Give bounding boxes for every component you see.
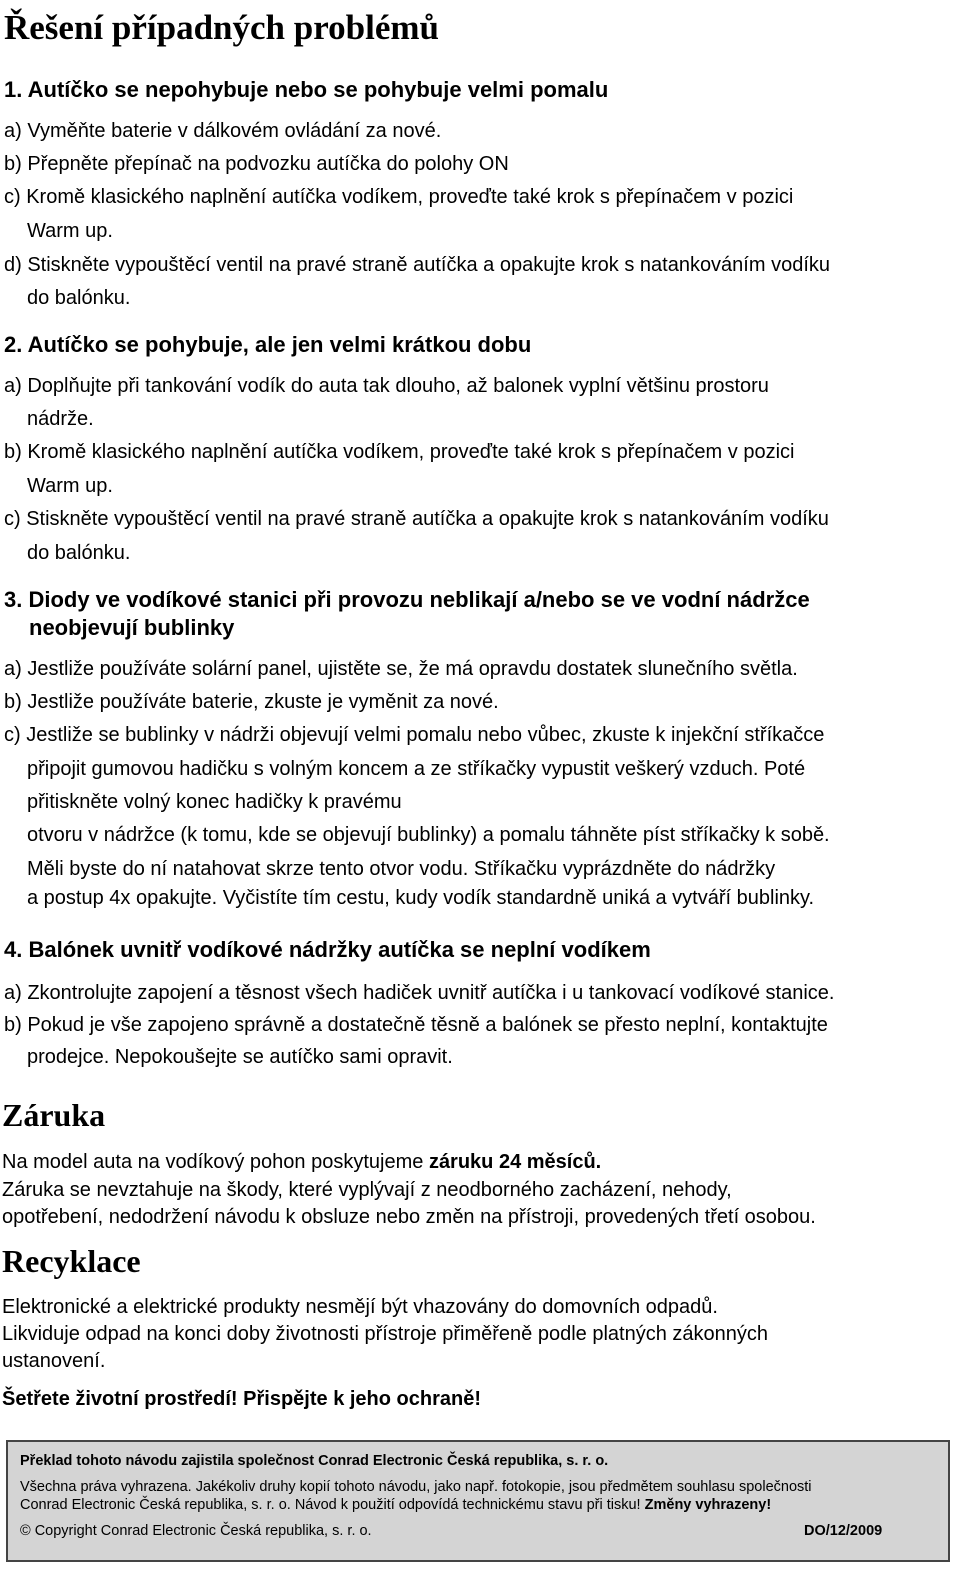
section-3-heading: 3. Diody ve vodíkové stanici při provozu neblikají a/nebo se ve vodní nádržce (4, 587, 810, 612)
section-3-item-c-cont-5: a postup 4x opakujte. Vyčistíte tím cestu, kudy vodík standardně uniká a vytváří bublinky. (27, 887, 815, 909)
footer-company-note (20, 1496, 771, 1514)
section-4-item-a: a) Zkontrolujte zapojení a těsnost všech hadiček uvnitř autíčka i u tankovací vodíkové stanice. (4, 982, 835, 1004)
footer-document-id: DO/12/2009 (804, 1523, 883, 1539)
warranty-period: záruku 24 měsíců. (428, 1151, 602, 1173)
recycling-heading: Recyklace (2, 1243, 141, 1279)
section-1-item-b: b) Přepněte přepínač na podvozku autíčka do polohy ON (4, 153, 509, 175)
section-4-item-b: b) Pokud je vše zapojeno správně a dostatečně těsně a balónek se přesto neplní, kontaktujte (4, 1014, 828, 1036)
section-3-item-c-cont-2: přitiskněte volný konec hadičky k pravému (27, 791, 402, 813)
section-2-heading: 2. Autíčko se pohybuje, ale jen velmi krátkou dobu (4, 332, 532, 357)
warranty-line-1 (2, 1149, 601, 1175)
section-3-item-a: a) Jestliže používáte solární panel, ujistěte se, že má opravdu dostatek slunečního světla. (4, 658, 798, 680)
section-2-item-b-cont: Warm up. (27, 475, 113, 497)
section-1-item-d: d) Stiskněte vypouštěcí ventil na pravé straně autíčka a opakujte krok s natankováním vodíku (4, 254, 831, 276)
section-1-item-d-cont: do balónku. (27, 287, 131, 309)
section-3-heading-cont: neobjevují bublinky (29, 615, 235, 640)
warranty-line-3: opotřebení, nedodržení návodu k obsluze nebo změn na přístroji, provedených třetí osobou. (2, 1206, 816, 1228)
section-1-heading: 1. Autíčko se nepohybuje nebo se pohybuje velmi pomalu (4, 77, 609, 102)
section-2-item-a-cont: nádrže. (27, 408, 94, 430)
section-2-item-b: b) Kromě klasického naplnění autíčka vodíkem, proveďte také krok s přepínačem v pozici (4, 441, 795, 463)
section-3-item-c-cont-1: připojit gumovou hadičku s volným koncem a ze stříkačky vypustit veškerý vzduch. Poté (27, 758, 806, 780)
footer-rights: Všechna práva vyhrazena. Jakékoliv druhy kopií tohoto návodu, jako např. fotokopie, jsou předmětem souhlasu společnosti (20, 1479, 812, 1495)
footer-copyright: © Copyright Conrad Electronic Česká republika, s. r. o. (20, 1523, 372, 1539)
section-1-item-c: c) Kromě klasického naplnění autíčka vodíkem, proveďte také krok s přepínačem v pozici (4, 186, 794, 208)
section-3-item-c: c) Jestliže se bublinky v nádrži objevují velmi pomalu nebo vůbec, zkuste k injekční stříkačce (4, 724, 825, 746)
recycling-line-2: Likviduje odpad na konci doby životnosti přístroje přiměřeně podle platných zákonných (2, 1323, 769, 1345)
section-2-item-c-cont: do balónku. (27, 542, 131, 564)
recycling-slogan: Šetřete životní prostředí! Přispějte k jeho ochraně! (2, 1388, 482, 1410)
page-title: Řešení případných problémů (4, 8, 439, 47)
footer-changes-reserved: Změny vyhrazeny! (644, 1497, 772, 1513)
section-2-item-c: c) Stiskněte vypouštěcí ventil na pravé straně autíčka a opakujte krok s natankováním vodíku (4, 508, 829, 530)
warranty-line-2: Záruka se nevztahuje na škody, které vyplývají z neodborného zacházení, nehody, (2, 1179, 732, 1201)
section-4-item-b-cont: prodejce. Nepokoušejte se autíčko sami opravit. (27, 1046, 453, 1068)
footer-box (6, 1440, 950, 1562)
section-3-item-c-cont-3: otvoru v nádržce (k tomu, kde se objevují bublinky) a pomalu táhněte píst stříkačky k sobě. (27, 824, 830, 846)
section-3-item-b: b) Jestliže používáte baterie, zkuste je vyměnit za nové. (4, 691, 499, 713)
warranty-line-1-text: Na model auta na vodíkový pohon poskytujeme (2, 1151, 429, 1173)
footer-company-text: Conrad Electronic Česká republika, s. r. o. Návod k použití odpovídá technickému stavu při tisku! (20, 1497, 645, 1513)
section-4-heading: 4. Balónek uvnitř vodíkové nádržky autíčka se neplní vodíkem (4, 937, 651, 962)
recycling-line-1: Elektronické a elektrické produkty nesmějí být vhazovány do domovních odpadů. (2, 1296, 718, 1318)
footer-translation-note: Překlad tohoto návodu zajistila společnost Conrad Electronic Česká republika, s. r. o. (20, 1453, 609, 1469)
section-1-item-c-cont: Warm up. (27, 220, 113, 242)
section-2-item-a: a) Doplňujte při tankování vodík do auta tak dlouho, až balonek vyplní většinu prostoru (4, 375, 769, 397)
warranty-heading: Záruka (2, 1097, 106, 1133)
section-1-item-a: a) Vyměňte baterie v dálkovém ovládání za nové. (4, 120, 442, 142)
section-3-item-c-cont-4: Měli byste do ní natahovat skrze tento otvor vodu. Stříkačku vyprázdněte do nádržky (27, 858, 776, 880)
recycling-line-3: ustanovení. (2, 1350, 106, 1372)
